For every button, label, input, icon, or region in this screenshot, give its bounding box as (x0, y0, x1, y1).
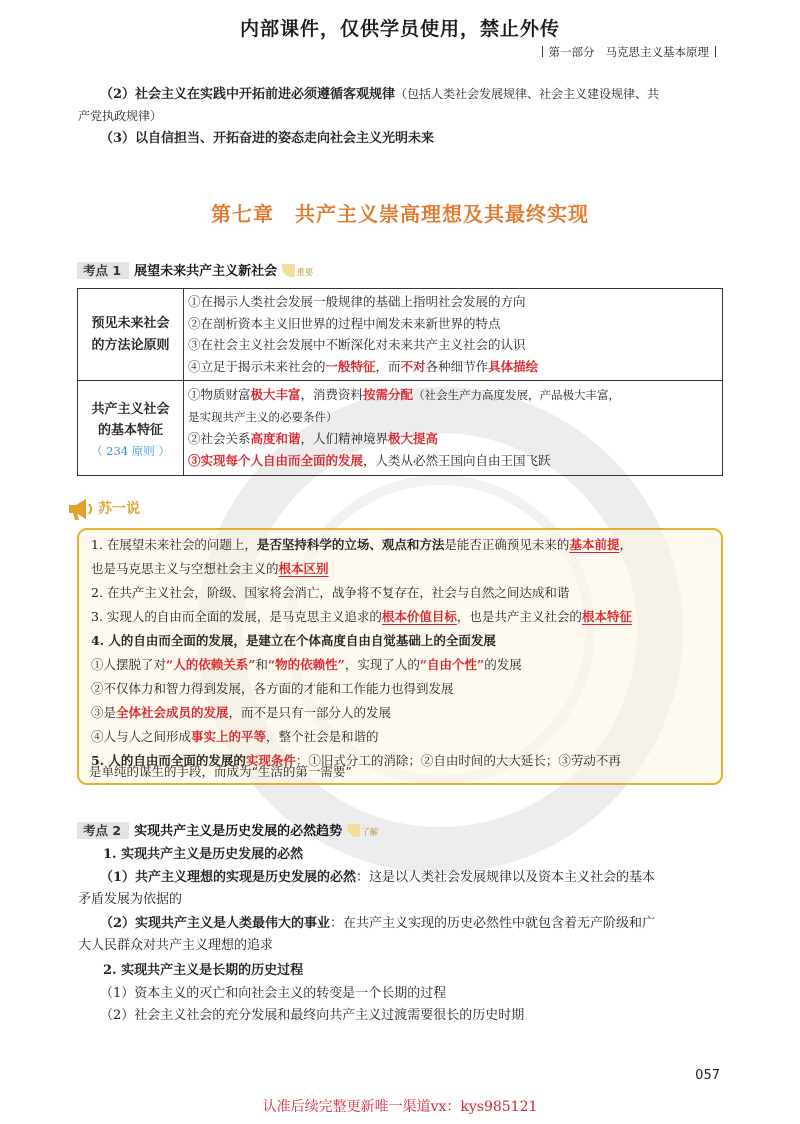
point-title: 展望未来共产主义新社会 (134, 264, 278, 279)
body-line: （2）社会主义社会的充分发展和最终向共产主义过渡需要很长的历史时期 (100, 1008, 525, 1023)
note-box (77, 528, 723, 785)
point-title: 实现共产主义是历史发展的必然趋势 (134, 824, 343, 839)
point-tag: 考点 2 (77, 822, 129, 839)
row-2-item: ③实现每个人自由而全面的发展，人类从必然王国向自由王国飞跃 (188, 452, 551, 468)
badge-swoosh-icon (282, 264, 295, 277)
body-line: （1）共产主义理想的实现是历史发展的必然：这是以人类社会发展规律以及资本主义社会的基本 (100, 870, 656, 885)
note-line: ①人摆脱了对“人的依赖关系”和“物的依赖性”，实现了人的“自由个性”的发展 (91, 657, 522, 672)
row-1-header: 预见未来社会 的方法论原则 (91, 316, 170, 353)
importance-badge: 重要 (282, 268, 313, 278)
confidential-banner: 内部课件，仅供学员使用，禁止外传 (239, 18, 560, 40)
tag-divider (715, 46, 716, 57)
row-2-item-cont: 是实现共产主义的必要条件） (188, 409, 338, 424)
body-line: 大人民群众对共产主义理想的追求 (78, 938, 274, 953)
principle-note: （ 234 原则 ） (91, 444, 170, 458)
intro-item-2-cont: 产党执政规律） (78, 109, 163, 123)
note-line: 3. 实现人的自由而全面的发展，是马克思主义追求的根本价值目标，也是共产主义社会的根本特征 (91, 609, 632, 624)
row-2-content (188, 384, 716, 471)
table-column-divider (183, 289, 184, 475)
section-tag (536, 44, 722, 60)
tag-divider (542, 46, 543, 57)
note-line: ②不仅体力和智力得到发展，各方面的才能和工作能力也得到发展 (91, 681, 454, 696)
section-heading: 2. 实现共产主义是长期的历史过程 (103, 963, 304, 978)
section-heading: 1. 实现共产主义是历史发展的必然 (103, 847, 304, 862)
row-1-item: ①在揭示人类社会发展一般规律的基础上指明社会发展的方向 (188, 294, 526, 309)
row-1-content (188, 291, 716, 377)
features-table (77, 288, 723, 476)
point-tag: 考点 1 (77, 262, 129, 279)
intro-item-2: （2）社会主义在实践中开拓前进必须遵循客观规律（包括人类社会发展规律、社会主义建设规律、共 (100, 87, 660, 102)
section-part: 第一部分 (548, 45, 595, 59)
megaphone-icon (66, 496, 94, 522)
row-1-item: ②在剖析资本主义旧世界的过程中阐发未来新世界的特点 (188, 315, 501, 331)
importance-badge: 了解 (347, 828, 378, 838)
page-number: 057 (695, 1068, 720, 1083)
section-name: 马克思主义基本原理 (605, 45, 709, 59)
body-line: （1）资本主义的灭亡和向社会主义的转变是一个长期的过程 (100, 986, 447, 1001)
point-1-header (77, 260, 313, 279)
note-line: 1. 在展望未来社会的问题上，是否坚持科学的立场、观点和方法是能否正确预见未来的基本前提， (91, 537, 632, 552)
point-2-header (77, 820, 378, 839)
note-line: 4. 人的自由而全面的发展，是建立在个体高度自由自觉基础上的全面发展 (91, 633, 496, 648)
note-line: 5. 人的自由而全面的发展的实现条件：①旧式分工的消除；②自由时间的大大延长；③劳动不再 (91, 753, 621, 768)
note-line: ③是全体社会成员的发展，而不是只有一部分人的发展 (91, 705, 392, 720)
note-line: ④人与人之间形成事实上的平等，整个社会是和谐的 (91, 729, 379, 744)
table-row-divider (78, 380, 722, 381)
row-2-item: ②社会关系高度和谐，人们精神境界极大提高 (188, 431, 439, 446)
row-2-header: 共产主义社会 的基本特征 （ 234 原则 ） (78, 399, 183, 462)
row-1-item: ④立足于揭示未来社会的一般特征，而不对各种细节作具体描绘 (188, 358, 539, 374)
note-line: 也是马克思主义与空想社会主义的根本区别 (91, 561, 329, 576)
intro-item-3: （3）以自信担当、开拓奋进的姿态走向社会主义光明未来 (100, 131, 435, 146)
note-line-last: 是单纯的谋生的手段，而成为“生活的第一需要” (89, 764, 352, 779)
row-2-item: ①物质财富极大丰富，消费资料按需分配（社会生产力高度发展，产品极大丰富， (188, 387, 621, 402)
chapter-title: 第七章 共产主义崇高理想及其最终实现 (211, 202, 589, 226)
row-1-item: ③在社会主义社会发展中不断深化对未来共产主义社会的认识 (188, 337, 526, 352)
badge-swoosh-icon (347, 824, 360, 837)
footer-notice: 认准后续完整更新唯一渠道vx：kys985121 (262, 1099, 538, 1115)
note-line: 2. 在共产主义社会，阶级、国家将会消亡，战争将不复存在，社会与自然之间达成和谐 (91, 585, 570, 600)
note-label: 苏一说 (98, 501, 140, 517)
body-line: （2）实现共产主义是人类最伟大的事业：在共产主义实现的历史必然性中就包含着无产阶级和广 (100, 916, 656, 931)
body-line: 矛盾发展为依据的 (78, 892, 183, 907)
